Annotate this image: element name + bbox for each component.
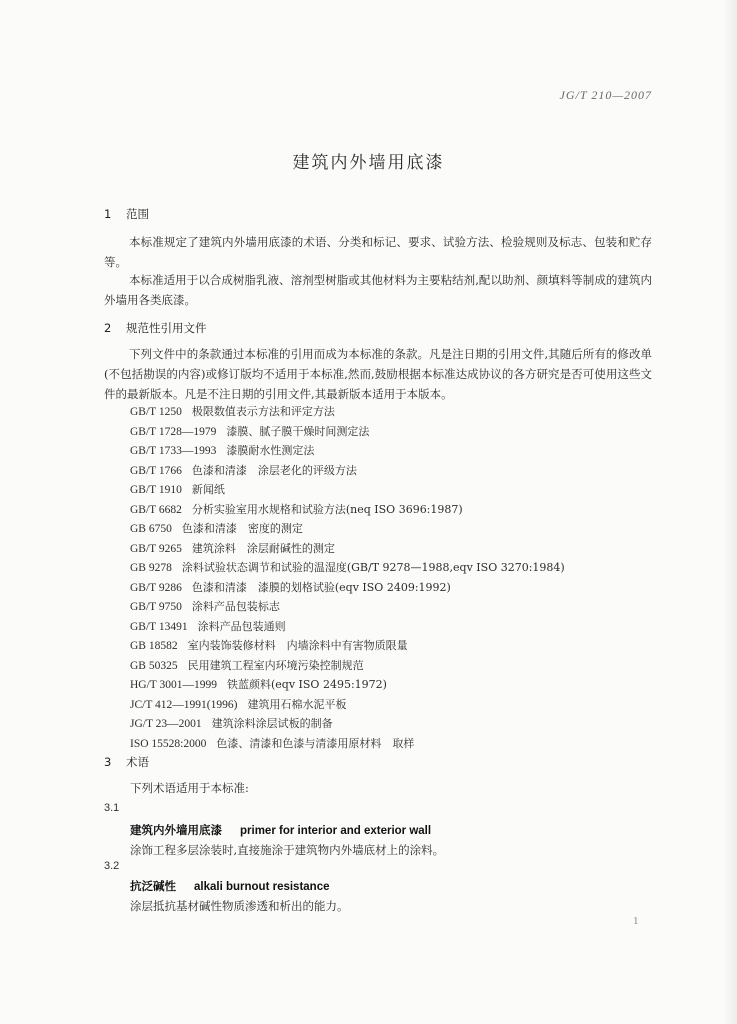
reference-item bbox=[130, 480, 565, 500]
reference-title: 漆膜、腻子膜干燥时间测定法 bbox=[226, 424, 370, 438]
reference-title: 涂料试验状态调节和试验的温湿度(GB/T 9278—1988,eqv ISO 3270:1984) bbox=[181, 561, 565, 574]
reference-title: 铁蓝颜料(eqv ISO 2495:1972) bbox=[227, 678, 387, 691]
reference-title: 色漆和清漆 密度的测定 bbox=[181, 522, 303, 535]
reference-code: GB/T 1910 bbox=[130, 484, 182, 496]
reference-title: 建筑用石棉水泥平板 bbox=[247, 697, 347, 711]
section-title: 规范性引用文件 bbox=[126, 321, 207, 335]
reference-item bbox=[130, 734, 565, 754]
reference-code: GB/T 6682 bbox=[130, 503, 182, 516]
reference-item bbox=[130, 402, 565, 422]
reference-title: 建筑涂料涂层试板的制备 bbox=[211, 717, 333, 730]
term-definition: 涂饰工程多层涂装时,直接施涂于建筑物内外墙底材上的涂料。 bbox=[130, 843, 445, 857]
reference-code: GB 50325 bbox=[130, 659, 178, 672]
term-chinese: 建筑内外墙用底漆 bbox=[130, 823, 222, 837]
reference-title: 涂料产品包装标志 bbox=[191, 600, 280, 613]
section-heading-normative-references bbox=[104, 320, 207, 336]
reference-code: GB/T 9286 bbox=[130, 581, 182, 594]
term-definition: 涂层抵抗基材碱性物质渗透和析出的能力。 bbox=[130, 899, 349, 913]
reference-code: ISO 15528:2000 bbox=[130, 737, 207, 750]
reference-item bbox=[130, 714, 565, 734]
section-number: 2 bbox=[104, 321, 112, 335]
reference-title: 涂料产品包装通则 bbox=[197, 619, 286, 633]
reference-list bbox=[130, 402, 565, 753]
section-title: 范围 bbox=[126, 207, 149, 221]
reference-item bbox=[130, 695, 565, 715]
reference-item bbox=[130, 617, 565, 637]
page-number: 1 bbox=[633, 915, 639, 927]
section-heading-scope bbox=[104, 206, 149, 222]
reference-item bbox=[130, 558, 565, 578]
scope-paragraph-2: 本标准适用于以合成树脂乳液、溶剂型树脂或其他材料为主要粘结剂,配以助剂、颜填料等制成的建筑内外墙用各类底漆。 bbox=[104, 273, 652, 307]
reference-code: GB 9278 bbox=[130, 562, 172, 574]
reference-item bbox=[130, 441, 565, 461]
reference-item bbox=[130, 578, 565, 598]
reference-title: 民用建筑工程室内环境污染控制规范 bbox=[187, 658, 364, 672]
reference-item bbox=[130, 675, 565, 695]
section-number: 1 bbox=[104, 207, 112, 221]
reference-code: GB/T 1250 bbox=[130, 406, 182, 418]
reference-title: 极限数值表示方法和评定方法 bbox=[191, 405, 335, 418]
terms-intro: 下列术语适用于本标准: bbox=[130, 781, 249, 795]
scope-paragraph-1: 本标准规定了建筑内外墙用底漆的术语、分类和标记、要求、试验方法、检验规则及标志、包装和贮存等。 bbox=[104, 235, 652, 269]
reference-title: 室内装饰装修材料 内墙涂料中有害物质限量 bbox=[187, 639, 408, 652]
reference-code: JC/T 412—1991(1996) bbox=[130, 698, 238, 711]
reference-title: 新闻纸 bbox=[191, 483, 225, 496]
reference-code: GB/T 1728—1979 bbox=[130, 425, 217, 438]
reference-item bbox=[130, 519, 565, 539]
reference-title: 色漆、清漆和色漆与清漆用原材料 取样 bbox=[216, 736, 415, 750]
reference-code: GB/T 9750 bbox=[130, 601, 182, 613]
reference-item bbox=[130, 636, 565, 656]
reference-code: GB/T 9265 bbox=[130, 542, 182, 555]
term-english: alkali burnout resistance bbox=[194, 881, 330, 893]
term-number: 3.1 bbox=[104, 802, 120, 814]
reference-code: GB 6750 bbox=[130, 523, 172, 535]
reference-item bbox=[130, 597, 565, 617]
document-title: 建筑内外墙用底漆 bbox=[292, 153, 445, 173]
reference-code: JG/T 23—2001 bbox=[130, 718, 202, 730]
normative-intro-paragraph: 下列文件中的条款通过本标准的引用而成为本标准的条款。凡是注日期的引用文件,其随后所有的修改单(不包括勘误的内容)或修订版均不适用于本标准,然而,鼓励根据本标准达成协议的各方研究是否可使用这些文件的最新版本。凡是不注日期的引用文件,其最新版本适用于本版本。 bbox=[104, 347, 652, 401]
term-number: 3.2 bbox=[104, 860, 120, 872]
reference-code: GB 18582 bbox=[130, 640, 178, 652]
section-heading-terms bbox=[104, 754, 149, 770]
reference-item bbox=[130, 656, 565, 676]
reference-code: GB/T 1766 bbox=[130, 464, 182, 477]
term-heading bbox=[130, 878, 330, 894]
reference-title: 建筑涂料 涂层耐碱性的测定 bbox=[191, 541, 335, 555]
reference-code: GB/T 13491 bbox=[130, 620, 188, 633]
reference-code: GB/T 1733—1993 bbox=[130, 445, 217, 457]
term-heading bbox=[130, 822, 431, 838]
section-title: 术语 bbox=[126, 755, 149, 769]
section-number: 3 bbox=[104, 755, 112, 769]
term-english: primer for interior and exterior wall bbox=[240, 825, 432, 837]
reference-title: 色漆和清漆 漆膜的划格试验(eqv ISO 2409:1992) bbox=[191, 580, 451, 594]
term-chinese: 抗泛碱性 bbox=[130, 879, 176, 893]
reference-title: 色漆和清漆 涂层老化的评级方法 bbox=[191, 463, 357, 477]
reference-item bbox=[130, 500, 565, 520]
standard-number: JG/T 210—2007 bbox=[559, 88, 652, 102]
reference-title: 分析实验室用水规格和试验方法(neq ISO 3696:1987) bbox=[191, 502, 463, 516]
reference-item bbox=[130, 461, 565, 481]
reference-code: HG/T 3001—1999 bbox=[130, 679, 217, 691]
reference-item bbox=[130, 539, 565, 559]
reference-title: 漆膜耐水性测定法 bbox=[226, 444, 315, 457]
reference-item bbox=[130, 422, 565, 442]
